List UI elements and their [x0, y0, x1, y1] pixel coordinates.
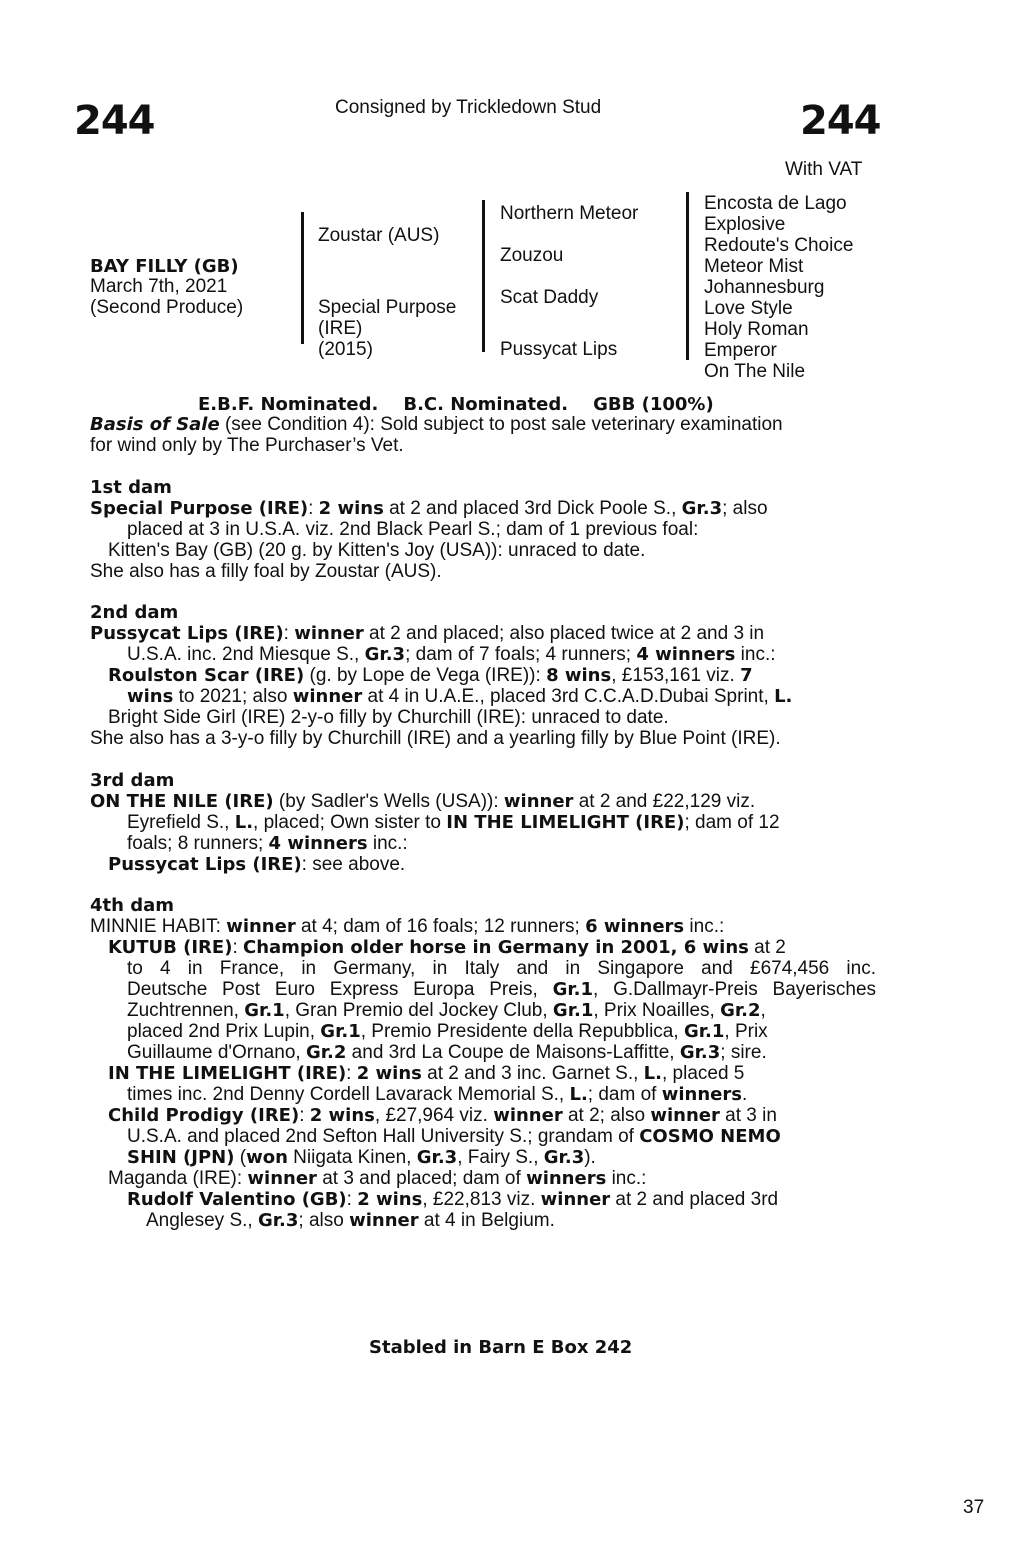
section-heading: 3rd dam — [90, 770, 175, 791]
pedigree-gen3-item: Holy Roman — [704, 319, 809, 340]
winners: 4 winners — [268, 833, 368, 854]
dam-name: Pussycat Lips (IRE) — [90, 623, 284, 644]
grade: Gr.3 — [681, 498, 723, 519]
produce-name: Roulston Scar (IRE) — [108, 665, 305, 686]
text: , Prix — [724, 1021, 768, 1042]
pedigree-divider — [686, 192, 689, 360]
foal-note: She also has a filly foal by Zoustar (AUS). — [90, 561, 442, 582]
pedigree-gen3-item: Redoute's Choice — [704, 235, 854, 256]
horse-produce: (Second Produce) — [90, 297, 244, 318]
text: : — [308, 498, 319, 519]
pedigree-gen3-item: Johannesburg — [704, 277, 825, 298]
lot-number-right: 244 — [800, 98, 881, 144]
produce-name: Maganda (IRE): — [108, 1168, 248, 1189]
pedigree-sire-dam: Zouzou — [500, 245, 564, 266]
text: (g. by Lope de Vega (IRE)): — [304, 665, 547, 686]
text: U.S.A. and placed 2nd Sefton Hall University S.; grandam of — [127, 1126, 640, 1147]
grade: Gr.2 — [720, 1000, 761, 1021]
pedigree-dam-dam: Pussycat Lips — [500, 339, 618, 360]
wins: 2 wins — [356, 1063, 422, 1084]
wins: 2 wins — [318, 498, 384, 519]
pedigree-gen3-item: Love Style — [704, 298, 793, 319]
winners: 6 winners — [585, 916, 685, 937]
winner: winner — [292, 686, 363, 707]
grade: L. — [774, 686, 793, 707]
text: Deutsche Post Euro Express Europa Preis, — [127, 979, 553, 1000]
text: (by Sadler's Wells (USA)): — [273, 791, 504, 812]
text: at 2 and placed 3rd — [610, 1189, 779, 1210]
winners: winners — [526, 1168, 607, 1189]
grade: Gr.3 — [364, 644, 406, 665]
horse-dob: March 7th, 2021 — [90, 276, 228, 297]
text: at 2; also — [562, 1105, 651, 1126]
basis-text: (see Condition 4): Sold subject to post sale veterinary examination — [219, 414, 783, 435]
text: : — [283, 623, 295, 644]
text: U.S.A. inc. 2nd Miesque S., — [127, 644, 365, 665]
pedigree-gen3-item: Encosta de Lago — [704, 193, 847, 214]
text: : — [299, 1105, 310, 1126]
text: at 2 and placed 3rd Dick Poole S., — [383, 498, 682, 519]
pedigree-gen3-item: Meteor Mist — [704, 256, 804, 277]
text: Niigata Kinen, — [287, 1147, 417, 1168]
pedigree-dam-year: (2015) — [318, 339, 373, 360]
winner: winner — [540, 1189, 611, 1210]
lot-number-left: 244 — [74, 98, 155, 144]
pedigree-divider — [301, 212, 304, 344]
pedigree-gen3-item: On The Nile — [704, 361, 806, 382]
horse-name: BAY FILLY (GB) — [90, 256, 239, 277]
grade: Gr.3 — [679, 1042, 721, 1063]
text: , Fairy S., — [457, 1147, 544, 1168]
produce-name: IN THE LIMELIGHT (IRE) — [108, 1063, 347, 1084]
winner: winner — [503, 791, 574, 812]
text: , Prix Noailles, — [593, 1000, 721, 1021]
text: at 2 and 3 inc. Garnet S., — [421, 1063, 644, 1084]
produce-name: Pussycat Lips (IRE) — [108, 854, 302, 875]
produce-name: KUTUB (IRE) — [108, 937, 233, 958]
horse-name: COSMO NEMO — [639, 1126, 781, 1147]
grade: Gr.1 — [552, 979, 594, 1000]
text: , £27,964 viz. — [374, 1105, 494, 1126]
text: Guillaume d'Ornano, — [127, 1042, 306, 1063]
grade: L. — [234, 812, 254, 833]
text: ; dam of 7 foals; 4 runners; — [405, 644, 637, 665]
winner: winner — [226, 916, 296, 937]
pedigree-dam-country: (IRE) — [318, 318, 363, 339]
basis-label: Basis of Sale — [90, 414, 220, 435]
text: , £153,161 viz. — [611, 665, 741, 686]
text: , Gran Premio del Jockey Club, — [284, 1000, 553, 1021]
wins: 7 — [740, 665, 753, 686]
won: won — [246, 1147, 288, 1168]
winners: winners — [661, 1084, 742, 1105]
page-number: 37 — [963, 1497, 985, 1518]
text: : — [346, 1063, 357, 1084]
text: , Premio Presidente della Repubblica, — [360, 1021, 684, 1042]
text: : — [346, 1189, 358, 1210]
text: Anglesey S., — [146, 1210, 258, 1231]
text: foals; 8 runners; — [127, 833, 269, 854]
grade: Gr.2 — [305, 1042, 347, 1063]
text: , placed 5 — [661, 1063, 745, 1084]
text: ; also — [298, 1210, 350, 1231]
text: ; also — [722, 498, 768, 519]
produce-line: Bright Side Girl (IRE) 2-y-o filly by Churchill (IRE): unraced to date. — [108, 707, 669, 728]
basis-text: for wind only by The Purchaser’s Vet. — [90, 435, 404, 456]
grade: Gr.3 — [416, 1147, 458, 1168]
record-line: to 4 in France, in Germany, in Italy and in Singapore and £674,456 inc. — [127, 958, 876, 979]
pedigree-dam-sire: Scat Daddy — [500, 287, 599, 308]
text: inc.: — [735, 644, 776, 665]
winner: winner — [493, 1105, 563, 1126]
text: Eyrefield S., — [127, 812, 235, 833]
wins: 2 wins — [357, 1189, 423, 1210]
stabling-note: Stabled in Barn E Box 242 — [369, 1337, 633, 1358]
second-dam-section — [90, 602, 876, 749]
first-dam-section — [90, 477, 876, 582]
vat-note: With VAT — [785, 159, 863, 180]
winner: winner — [247, 1168, 317, 1189]
pedigree-gen3-item: Emperor — [704, 340, 777, 361]
pedigree-divider — [482, 200, 485, 352]
winner: winner — [650, 1105, 720, 1126]
grade: Gr.1 — [320, 1021, 361, 1042]
grade: Gr.3 — [543, 1147, 585, 1168]
text: : — [232, 937, 243, 958]
text: at 2 and £22,129 viz. — [573, 791, 756, 812]
wins: 2 wins — [309, 1105, 375, 1126]
text: ). — [584, 1147, 596, 1168]
text: ( — [234, 1147, 247, 1168]
text: ; sire. — [720, 1042, 767, 1063]
text: at 3 in — [719, 1105, 777, 1126]
text: , placed; Own sister to — [253, 812, 447, 833]
winners: 4 winners — [636, 644, 736, 665]
grade: L. — [569, 1084, 588, 1105]
pedigree-dam: Special Purpose — [318, 297, 457, 318]
grade: Gr.1 — [552, 1000, 594, 1021]
winner: winner — [294, 623, 364, 644]
text: ; dam of 12 — [684, 812, 780, 833]
section-heading: 2nd dam — [90, 602, 179, 623]
grade: Gr.3 — [257, 1210, 299, 1231]
foal-note: She also has a 3-y-o filly by Churchill (IRE) and a yearling filly by Blue Point (IRE). — [90, 728, 781, 749]
text: and 3rd La Coupe de Maisons-Laffitte, — [346, 1042, 680, 1063]
text: , G.Dallmayr-Preis Bayerisches — [593, 979, 877, 1000]
text: to 2021; also — [173, 686, 293, 707]
horse-name: IN THE LIMELIGHT (IRE) — [446, 812, 685, 833]
section-heading: 1st dam — [90, 477, 172, 498]
dam-name: MINNIE HABIT: — [90, 916, 227, 937]
text: ; dam of — [587, 1084, 662, 1105]
wins: 8 wins — [546, 665, 612, 686]
produce-name: Rudolf Valentino (GB) — [127, 1189, 347, 1210]
pedigree-sire: Zoustar (AUS) — [318, 225, 440, 246]
consignor: Consigned by Trickledown Stud — [335, 97, 602, 118]
nominations: E.B.F. Nominated. B.C. Nominated. GBB (100%) — [198, 394, 714, 415]
text: . — [741, 1084, 748, 1105]
text: at 4; dam of 16 foals; 12 runners; — [295, 916, 586, 937]
produce-line: Kitten's Bay (GB) (20 g. by Kitten's Joy (USA)): unraced to date. — [108, 540, 646, 561]
wins: wins — [127, 686, 174, 707]
text: at 4 in U.A.E., placed 3rd C.C.A.D.Dubai Sprint, — [362, 686, 775, 707]
champion-note: Champion older horse in Germany in 2001, 6 wins — [243, 937, 749, 958]
dam-record-line: placed at 3 in U.S.A. viz. 2nd Black Pearl S.; dam of 1 previous foal: — [127, 519, 699, 540]
grade: Gr.1 — [244, 1000, 285, 1021]
text: at 3 and placed; dam of — [316, 1168, 527, 1189]
pedigree-sire-sire: Northern Meteor — [500, 203, 639, 224]
text: inc.: — [367, 833, 408, 854]
text: , £22,813 viz. — [422, 1189, 541, 1210]
dam-name: Special Purpose (IRE) — [90, 498, 309, 519]
produce-name: Child Prodigy (IRE) — [108, 1105, 300, 1126]
section-heading: 4th dam — [90, 895, 174, 916]
winner: winner — [349, 1210, 419, 1231]
text: placed 2nd Prix Lupin, — [127, 1021, 321, 1042]
text: : see above. — [301, 854, 406, 875]
text: , — [760, 1000, 766, 1021]
pedigree-gen3-item: Explosive — [704, 214, 786, 235]
basis-of-sale — [90, 414, 876, 456]
fourth-dam-section — [90, 895, 876, 1231]
grade: L. — [643, 1063, 662, 1084]
text: times inc. 2nd Denny Cordell Lavarack Memorial S., — [127, 1084, 570, 1105]
grade: Gr.1 — [683, 1021, 725, 1042]
third-dam-section — [90, 770, 876, 875]
text: Zuchtrennen, — [127, 1000, 245, 1021]
text: inc.: — [684, 916, 725, 937]
text: inc.: — [606, 1168, 647, 1189]
text: at 2 and placed; also placed twice at 2 and 3 in — [363, 623, 765, 644]
text: at 2 — [748, 937, 786, 958]
dam-name: ON THE NILE (IRE) — [90, 791, 274, 812]
horse-name: SHIN (JPN) — [127, 1147, 235, 1168]
text: at 4 in Belgium. — [418, 1210, 555, 1231]
